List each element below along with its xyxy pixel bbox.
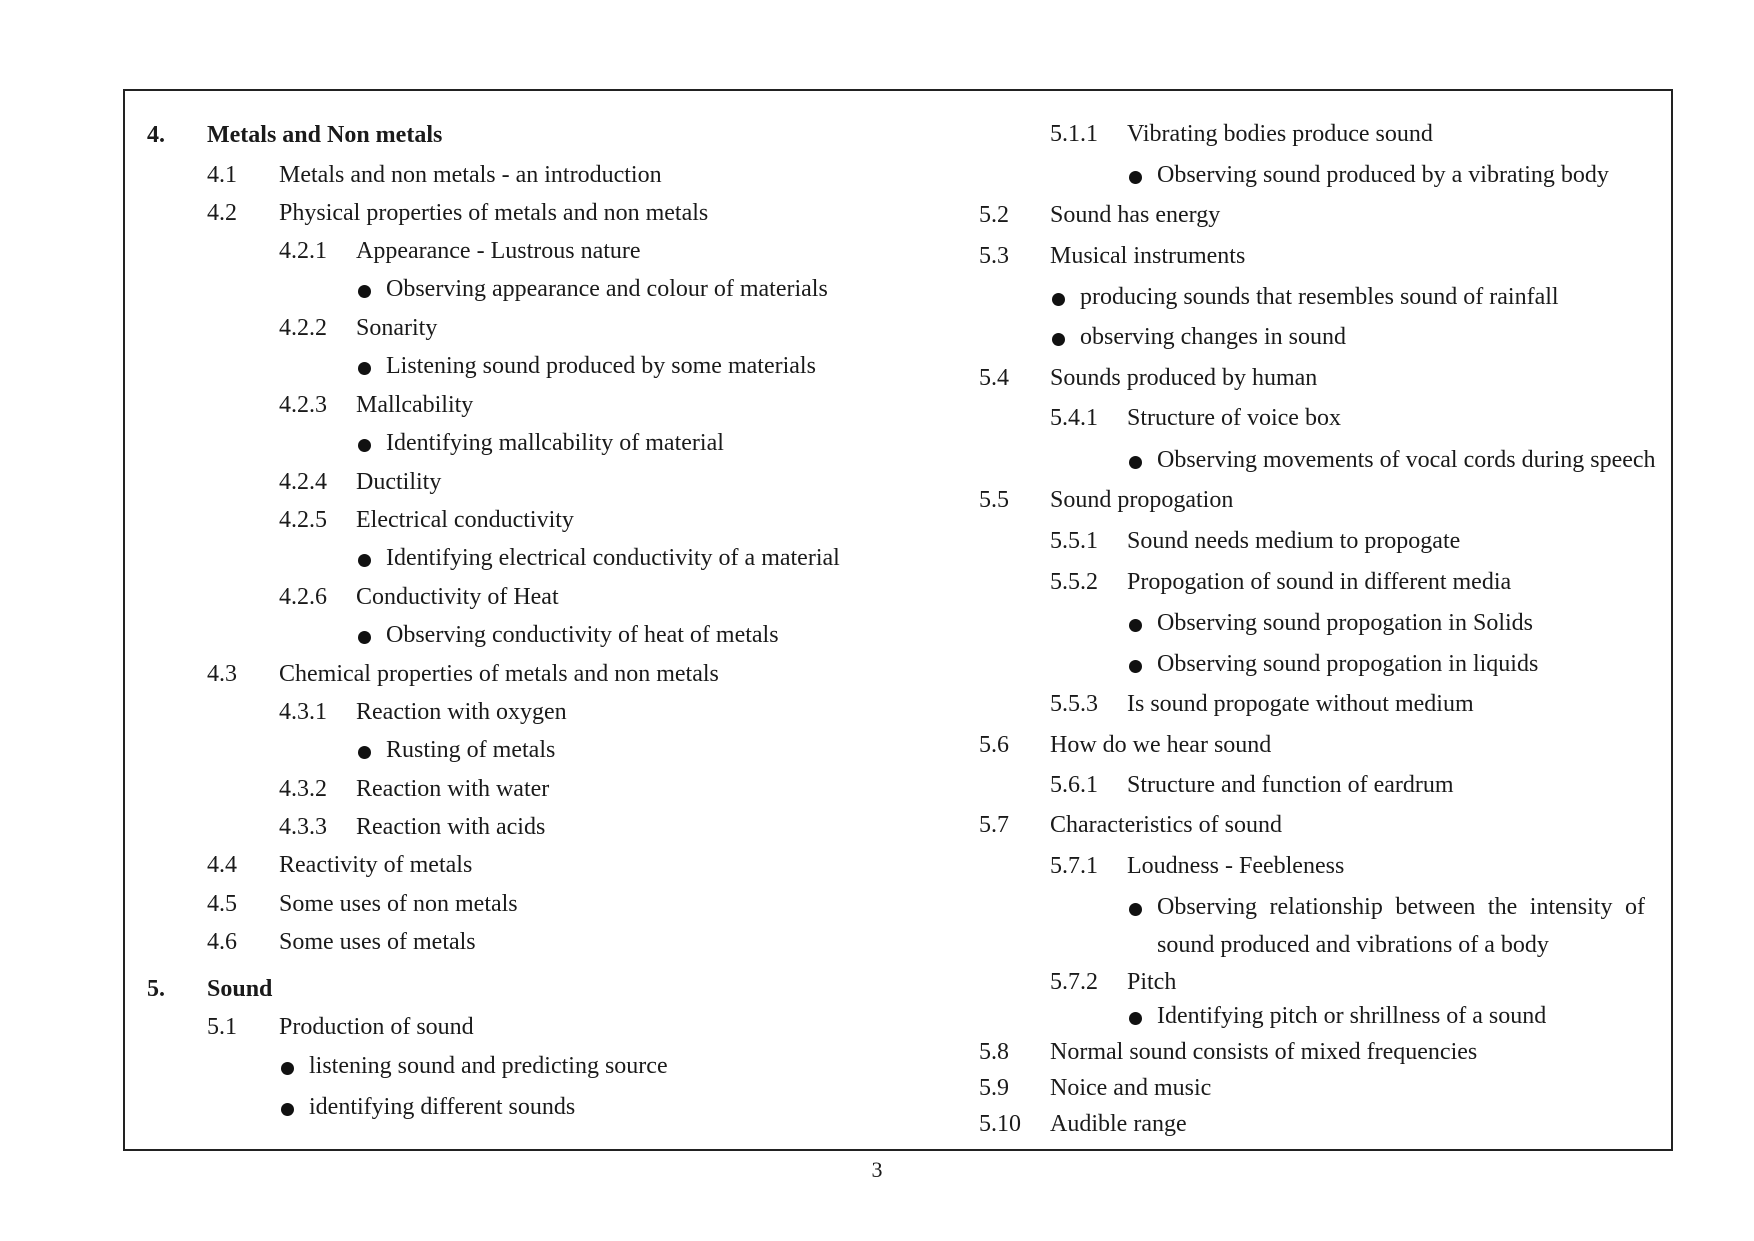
topic-number: 5.5.1 bbox=[1050, 528, 1098, 554]
subsection-number: 4.5 bbox=[207, 891, 237, 917]
activity-item: observing changes in sound bbox=[1080, 324, 1346, 350]
bullet-icon bbox=[358, 746, 371, 759]
subsection-title: Metals and non metals - an introduction bbox=[279, 162, 662, 188]
topic-number: 4.2.5 bbox=[279, 507, 327, 533]
subsection-number: 5.7 bbox=[979, 812, 1009, 838]
activity-item: producing sounds that resembles sound of rainfall bbox=[1080, 284, 1559, 310]
topic-title: Vibrating bodies produce sound bbox=[1127, 121, 1433, 147]
activity-item-continued: sound produced and vibrations of a body bbox=[1157, 932, 1549, 958]
topic-number: 5.5.3 bbox=[1050, 691, 1098, 717]
activity-item: Observing appearance and colour of materials bbox=[386, 276, 828, 302]
subsection-title: Some uses of non metals bbox=[279, 891, 518, 917]
topic-title: Sonarity bbox=[356, 315, 438, 341]
bullet-icon bbox=[358, 439, 371, 452]
subsection-title: Sound propogation bbox=[1050, 487, 1234, 513]
topic-number: 4.2.4 bbox=[279, 469, 327, 495]
subsection-number: 4.6 bbox=[207, 929, 237, 955]
subsection-number: 4.4 bbox=[207, 852, 237, 878]
topic-title: Appearance - Lustrous nature bbox=[356, 238, 641, 264]
subsection-title: Chemical properties of metals and non metals bbox=[279, 661, 719, 687]
activity-item: Observing sound propogation in Solids bbox=[1157, 610, 1533, 636]
subsection-number: 5.5 bbox=[979, 487, 1009, 513]
topic-number: 5.4.1 bbox=[1050, 405, 1098, 431]
topic-title: Propogation of sound in different media bbox=[1127, 569, 1512, 595]
bullet-icon bbox=[1129, 171, 1142, 184]
subsection-number: 5.3 bbox=[979, 243, 1009, 269]
topic-title: Conductivity of Heat bbox=[356, 584, 559, 610]
topic-title: Reaction with water bbox=[356, 776, 550, 802]
subsection-number: 5.10 bbox=[979, 1111, 1021, 1137]
topic-title: Sound needs medium to propogate bbox=[1127, 528, 1461, 554]
bullet-icon bbox=[358, 554, 371, 567]
bullet-icon bbox=[1129, 1012, 1142, 1025]
subsection-title: Normal sound consists of mixed frequencies bbox=[1050, 1039, 1478, 1065]
activity-item: Identifying mallcability of material bbox=[386, 430, 724, 456]
subsection-title: Sounds produced by human bbox=[1050, 365, 1318, 391]
subsection-number: 4.2 bbox=[207, 200, 237, 226]
subsection-title: Noice and music bbox=[1050, 1075, 1212, 1101]
subsection-title: Sound has energy bbox=[1050, 202, 1221, 228]
section-title: Metals and Non metals bbox=[207, 122, 443, 148]
section-number: 4. bbox=[147, 122, 165, 148]
bullet-icon bbox=[1129, 660, 1142, 673]
topic-title: Structure and function of eardrum bbox=[1127, 772, 1454, 798]
bullet-icon bbox=[1129, 619, 1142, 632]
activity-item: identifying different sounds bbox=[309, 1094, 576, 1120]
subsection-title: Some uses of metals bbox=[279, 929, 476, 955]
page-number: 3 bbox=[871, 1157, 883, 1182]
bullet-icon bbox=[1129, 456, 1142, 469]
topic-title: Structure of voice box bbox=[1127, 405, 1341, 431]
topic-title: Reaction with acids bbox=[356, 814, 546, 840]
topic-title: Mallcability bbox=[356, 392, 474, 418]
topic-title: Is sound propogate without medium bbox=[1127, 691, 1474, 717]
bullet-icon bbox=[358, 285, 371, 298]
activity-item: Observing conductivity of heat of metals bbox=[386, 622, 779, 648]
topic-number: 4.3.2 bbox=[279, 776, 327, 802]
activity-item: listening sound and predicting source bbox=[309, 1053, 668, 1079]
activity-item: Observing movements of vocal cords during speech bbox=[1157, 447, 1656, 473]
subsection-number: 5.4 bbox=[979, 365, 1009, 391]
topic-title: Pitch bbox=[1127, 969, 1177, 995]
topic-title: Reaction with oxygen bbox=[356, 699, 567, 725]
activity-item: Listening sound produced by some materials bbox=[386, 353, 816, 379]
topic-number: 4.2.2 bbox=[279, 315, 327, 341]
bullet-icon bbox=[281, 1103, 294, 1116]
subsection-number: 5.6 bbox=[979, 732, 1009, 758]
topic-number: 4.3.1 bbox=[279, 699, 327, 725]
subsection-title: Audible range bbox=[1050, 1111, 1187, 1137]
topic-number: 4.2.1 bbox=[279, 238, 327, 264]
subsection-number: 5.9 bbox=[979, 1075, 1009, 1101]
topic-title: Loudness - Feebleness bbox=[1127, 853, 1345, 879]
bullet-icon bbox=[1052, 293, 1065, 306]
activity-item: Observing sound propogation in liquids bbox=[1157, 651, 1539, 677]
bullet-icon bbox=[281, 1062, 294, 1075]
subsection-title: Musical instruments bbox=[1050, 243, 1246, 269]
subsection-title: Reactivity of metals bbox=[279, 852, 473, 878]
subsection-number: 4.1 bbox=[207, 162, 237, 188]
subsection-title: Production of sound bbox=[279, 1014, 474, 1040]
topic-number: 4.2.3 bbox=[279, 392, 327, 418]
subsection-title: How do we hear sound bbox=[1050, 732, 1272, 758]
topic-number: 4.3.3 bbox=[279, 814, 327, 840]
topic-number: 5.6.1 bbox=[1050, 772, 1098, 798]
topic-number: 5.7.2 bbox=[1050, 969, 1098, 995]
section-title: Sound bbox=[207, 976, 273, 1002]
activity-item: Identifying pitch or shrillness of a sound bbox=[1157, 1003, 1547, 1029]
subsection-number: 5.2 bbox=[979, 202, 1009, 228]
subsection-title: Characteristics of sound bbox=[1050, 812, 1282, 838]
topic-number: 5.7.1 bbox=[1050, 853, 1098, 879]
topic-title: Electrical conductivity bbox=[356, 507, 574, 533]
bullet-icon bbox=[358, 631, 371, 644]
activity-item: Observing relationship between the intensity of bbox=[1157, 894, 1645, 920]
subsection-number: 5.1 bbox=[207, 1014, 237, 1040]
section-number: 5. bbox=[147, 976, 165, 1002]
topic-title: Ductility bbox=[356, 469, 442, 495]
activity-item: Identifying electrical conductivity of a material bbox=[386, 545, 840, 571]
topic-number: 4.2.6 bbox=[279, 584, 327, 610]
activity-item: Observing sound produced by a vibrating body bbox=[1157, 162, 1609, 188]
bullet-icon bbox=[358, 362, 371, 375]
topic-number: 5.1.1 bbox=[1050, 121, 1098, 147]
topic-number: 5.5.2 bbox=[1050, 569, 1098, 595]
subsection-title: Physical properties of metals and non metals bbox=[279, 200, 709, 226]
activity-item: Rusting of metals bbox=[386, 737, 556, 763]
bullet-icon bbox=[1052, 333, 1065, 346]
subsection-number: 5.8 bbox=[979, 1039, 1009, 1065]
bullet-icon bbox=[1129, 903, 1142, 916]
subsection-number: 4.3 bbox=[207, 661, 237, 687]
